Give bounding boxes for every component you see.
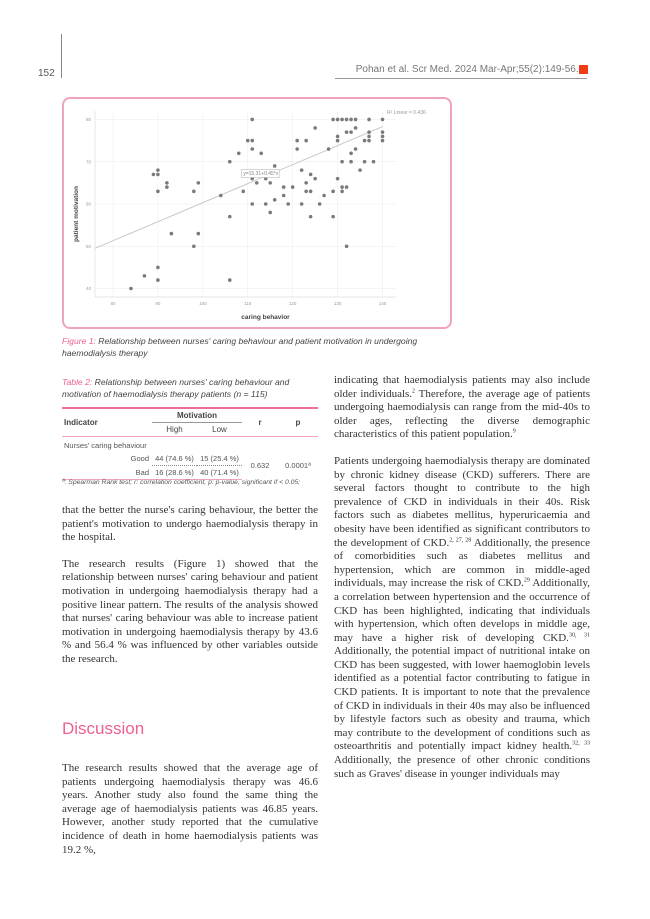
x-tick-label: 80 xyxy=(110,301,116,306)
data-point xyxy=(304,181,308,185)
chart-grid xyxy=(95,111,396,297)
paragraph: The research results (Figure 1) showed that the relationship between nurses' caring behaviour and patient motivation in undergoing haemodialysis therapy had a positive linear pattern. The results of the analysis showed that nurses' caring behaviour was able to increase patient motivation in undergoing haemodialysis therapy by 43.6 % and 56.4 % was influenced by other variables outside the research. xyxy=(62,557,318,665)
row-label: Bad xyxy=(62,466,152,480)
running-head xyxy=(335,64,587,79)
text-run: Additionally, the potential impact of nutritional intake on CKD has been suggested, with lower haemoglobin levels identified as a potential factor contributing to fatigue in CKD patients. It is important to note that the prevalence of CKD in individuals in their 40s may also be influenced by lifestyle factors such as obesity and trauma, which may contribute to the development of conditions such as osteoarthritis and potentially impact kidney health. xyxy=(334,645,590,753)
y-tick-label: 50 xyxy=(85,243,91,249)
data-point xyxy=(156,173,160,177)
figure-caption-text: Relationship between nurses' caring behaviour and patient motivation in undergoing haemodialysis therapy xyxy=(62,336,418,358)
data-point xyxy=(345,244,349,248)
page-number: 152 xyxy=(38,68,55,79)
chart-ticks xyxy=(86,117,387,306)
data-point xyxy=(250,202,254,206)
data-point xyxy=(367,130,371,134)
data-point xyxy=(304,190,308,194)
header-r: r xyxy=(242,409,278,437)
citation[interactable]: 32, 33 xyxy=(572,740,591,747)
x-tick-label: 140 xyxy=(378,301,387,306)
data-point xyxy=(367,135,371,139)
data-point xyxy=(282,194,286,198)
data-point xyxy=(156,266,160,270)
header-low: Low xyxy=(197,423,242,437)
data-point xyxy=(264,202,268,206)
left-column-discussion xyxy=(62,762,318,870)
data-point xyxy=(349,118,353,122)
regression-line xyxy=(95,127,383,249)
scatter-chart xyxy=(64,99,450,327)
data-point xyxy=(340,185,344,189)
data-point xyxy=(152,173,156,177)
data-point xyxy=(381,130,385,134)
data-point xyxy=(363,160,367,164)
data-point xyxy=(381,139,385,143)
results-table xyxy=(62,407,318,480)
figure-1 xyxy=(62,97,452,329)
data-point xyxy=(372,160,376,164)
x-tick-label: 130 xyxy=(333,301,342,306)
data-point xyxy=(336,177,340,181)
data-point xyxy=(354,147,358,151)
data-point xyxy=(331,215,335,219)
x-tick-label: 90 xyxy=(155,301,161,306)
data-point xyxy=(255,181,259,185)
paragraph: that the better the nurse's caring behaviour, the better the patient's motivation to undergo haemodialysis therapy in the hospital. xyxy=(62,504,318,544)
table-row xyxy=(62,452,318,466)
cell-high: 44 (74.6 %) xyxy=(152,452,197,466)
data-point xyxy=(363,139,367,143)
data-point xyxy=(197,232,201,236)
journal-marker xyxy=(579,65,588,74)
data-point xyxy=(367,118,371,122)
data-point xyxy=(318,202,322,206)
header-divider xyxy=(61,34,62,78)
data-point xyxy=(354,118,358,122)
paragraph xyxy=(334,374,590,442)
data-point xyxy=(349,151,353,155)
x-tick-label: 120 xyxy=(288,301,297,306)
text-run: Additionally, a correlation between hypertension and the occurrence of CKD has been highlighted, indicating that individuals with hypertension, which often develops in middle age, may have a higher risk of developing CKD. xyxy=(334,577,590,644)
data-point xyxy=(345,185,349,189)
data-point xyxy=(250,118,254,122)
data-point xyxy=(336,139,340,143)
table-caption-label: Table 2: xyxy=(62,377,93,387)
citation[interactable]: 9 xyxy=(512,428,516,435)
data-point xyxy=(286,202,290,206)
data-point xyxy=(165,181,169,185)
data-point xyxy=(192,244,196,248)
y-tick-label: 70 xyxy=(85,159,91,165)
table-footnote: ª: Spearman Rank test; r: correlation coefficient, p: p-value, significant if < 0.05; xyxy=(62,479,301,486)
table-caption xyxy=(62,376,318,400)
data-point xyxy=(322,194,326,198)
data-point xyxy=(156,190,160,194)
y-tick-label: 40 xyxy=(85,286,91,292)
data-point xyxy=(354,126,358,130)
data-point xyxy=(300,168,304,172)
data-point xyxy=(219,194,223,198)
data-point xyxy=(228,278,232,282)
text-run: indicating that haemodialysis patients may also include older individuals. xyxy=(334,374,590,400)
data-point xyxy=(250,147,254,151)
text-run: Additionally, the presence of comorbidities such as diabetes mellitus and hypertension, which are common in middle-aged individuals, may increase the risk of CKD. xyxy=(334,536,590,590)
text-run: Patients undergoing haemodialysis therapy are dominated by chronic kidney disease (CKD) sufferers. There are several factors thought to contribute to the high prevalence of CKD in individuals in their 40s. Risk factors such as diabetes mellitus, hyperuricaemia and obesity have been identified as significant contributors to the development of CKD. xyxy=(334,454,590,549)
data-point xyxy=(295,147,299,151)
data-point xyxy=(295,139,299,143)
data-point xyxy=(228,160,232,164)
data-point xyxy=(241,190,245,194)
cell-high: 16 (28.6 %) xyxy=(152,466,197,480)
data-point xyxy=(331,190,335,194)
cell-low: 15 (25.4 %) xyxy=(197,452,242,466)
data-point xyxy=(358,168,362,172)
paragraph xyxy=(334,455,590,781)
cell-low: 40 (71.4 %) xyxy=(197,466,242,480)
section-heading-discussion: Discussion xyxy=(62,719,145,738)
data-point xyxy=(273,164,277,168)
data-point xyxy=(197,181,201,185)
data-point xyxy=(336,118,340,122)
data-point xyxy=(340,190,344,194)
data-point xyxy=(250,139,254,143)
data-point xyxy=(273,198,277,202)
x-axis-label: caring behavior xyxy=(241,314,290,321)
left-column xyxy=(62,504,318,680)
data-point xyxy=(228,215,232,219)
data-point xyxy=(304,139,308,143)
data-point xyxy=(381,135,385,139)
data-point xyxy=(345,130,349,134)
data-point xyxy=(309,173,313,177)
data-point xyxy=(313,177,317,181)
y-tick-label: 80 xyxy=(85,117,91,123)
data-point xyxy=(349,130,353,134)
data-point xyxy=(129,287,133,291)
data-point xyxy=(327,147,331,151)
running-head-text: Pohan et al. Scr Med. 2024 Mar-Apr;55(2):149-56. xyxy=(355,64,579,75)
citation[interactable]: 2, 27, 28 xyxy=(449,536,472,543)
y-tick-label: 60 xyxy=(85,201,91,207)
data-point xyxy=(237,151,241,155)
data-point xyxy=(143,274,147,278)
data-point xyxy=(282,185,286,189)
data-point xyxy=(345,118,349,122)
cell-r: 0.632 xyxy=(250,461,270,471)
data-point xyxy=(268,211,272,215)
data-point xyxy=(170,232,174,236)
data-point xyxy=(340,118,344,122)
table-caption-text: Relationship between nurses' caring behaviour and motivation of haemodialysis therapy patients (n = 115) xyxy=(62,377,290,399)
equation-text: y=15.31+0.45*x xyxy=(243,170,279,177)
data-point xyxy=(259,151,263,155)
citation[interactable]: 29 xyxy=(523,577,530,584)
row-label: Good xyxy=(130,454,149,464)
data-point xyxy=(349,160,353,164)
header-high: High xyxy=(152,423,197,437)
x-tick-label: 110 xyxy=(244,301,252,306)
data-point xyxy=(340,160,344,164)
data-point xyxy=(367,139,371,143)
data-point xyxy=(156,168,160,172)
r2-label: R² Linear = 0.436 xyxy=(387,110,426,116)
group-label: Nurses' caring behaviour xyxy=(64,441,147,450)
data-point xyxy=(165,185,169,189)
data-point xyxy=(381,118,385,122)
data-point xyxy=(156,278,160,282)
data-point xyxy=(268,181,272,185)
cell-p: 0.0001ª xyxy=(285,461,311,471)
data-point xyxy=(291,185,295,189)
citation[interactable]: 30, 31 xyxy=(568,632,591,639)
header-indicator: Indicator xyxy=(62,409,152,437)
header-motivation: Motivation xyxy=(152,409,242,423)
figure-caption xyxy=(62,335,452,359)
data-point xyxy=(309,190,313,194)
x-tick-label: 100 xyxy=(199,301,207,306)
data-point xyxy=(246,139,250,143)
equation-label xyxy=(241,169,279,177)
text-run: Therefore, the average age of patients undergoing haemodialysis can range from the mid-40s to older ages, reflecting the diverse demographic characteristics of this patient population. xyxy=(334,387,590,441)
citation[interactable]: 2 xyxy=(412,387,416,394)
data-point xyxy=(331,118,335,122)
data-point xyxy=(192,190,196,194)
right-column xyxy=(334,374,590,794)
figure-caption-label: Figure 1: xyxy=(62,336,96,346)
data-point xyxy=(313,126,317,130)
text-run: Additionally, the presence of other chronic conditions such as Graves' disease in younger individuals may xyxy=(334,754,590,780)
header-p: p xyxy=(278,409,318,437)
paragraph: The research results showed that the average age of patients undergoing haemodialysis therapy was 46.6 years. Another study also found the same thing the average age of haemodialysis patients was 46.85 years. However, another study reported that the cumulative incidence of death in home haemodialysis patients was 19.2 %, xyxy=(62,762,318,856)
data-point xyxy=(309,215,313,219)
data-point xyxy=(300,202,304,206)
data-point xyxy=(336,135,340,139)
y-axis-label: patient motivation xyxy=(73,186,80,242)
